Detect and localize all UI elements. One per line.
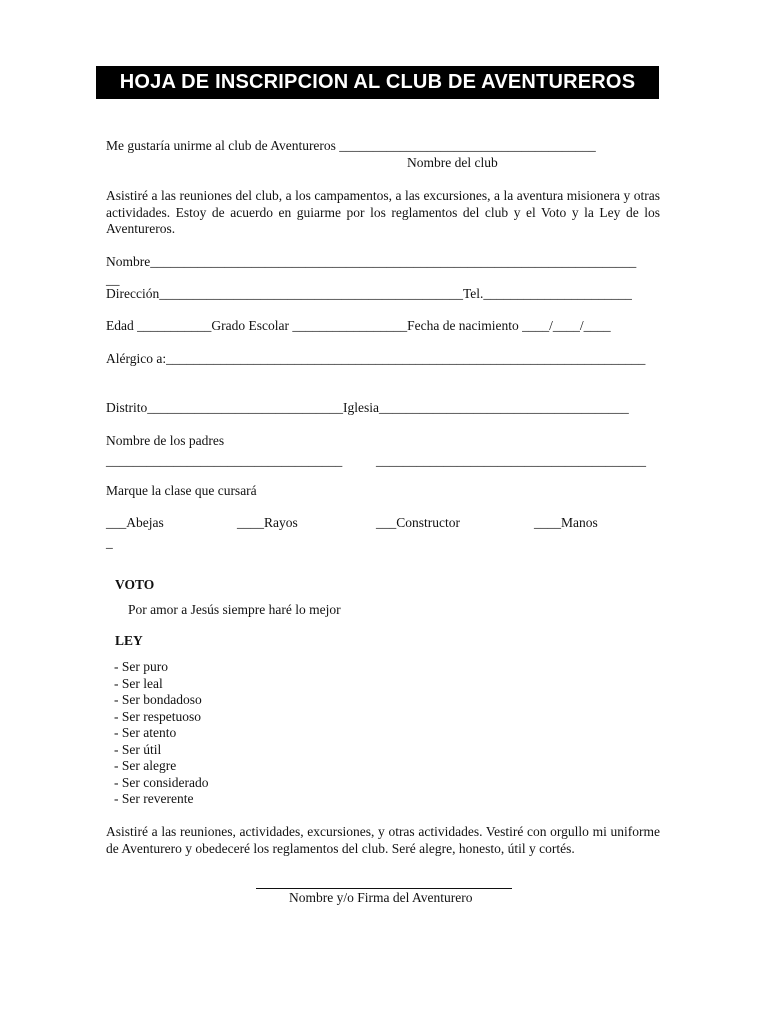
parent-line-2: ________________________________________ xyxy=(376,453,646,468)
law-item: - Ser considerado xyxy=(114,774,209,790)
signature-caption: Nombre y/o Firma del Aventurero xyxy=(289,890,473,905)
age-grade-birthdate-field: Edad ___________Grado Escolar _________________Fecha de nacimiento ____/____/____ xyxy=(106,318,611,333)
vow-heading: VOTO xyxy=(115,577,155,592)
address-phone-field: Dirección_____________________________________________Tel.______________________ xyxy=(106,286,632,301)
name-field-wrap: __ xyxy=(106,272,120,287)
law-list xyxy=(114,659,208,808)
law-item: - Ser respetuoso xyxy=(114,708,201,724)
club-name-caption: Nombre del club xyxy=(407,155,498,170)
class-option-constructor: ___Constructor xyxy=(376,515,460,530)
form-title: HOJA DE INSCRIPCION AL CLUB DE AVENTUREROS xyxy=(96,66,659,99)
district-church-field: Distrito_____________________________Iglesia_____________________________________ xyxy=(106,400,629,415)
law-item: - Ser atento xyxy=(114,725,177,740)
club-name-line: Me gustaría unirme al club de Aventureros ______________________________________ xyxy=(106,138,596,153)
parents-label: Nombre de los padres xyxy=(106,433,225,448)
class-selection-label: Marque la clase que cursará xyxy=(106,483,257,498)
class-option-rayos: ____Rayos xyxy=(237,515,298,530)
law-item: - Ser puro xyxy=(114,659,168,674)
closing-paragraph: Asistiré a las reuniones, actividades, excursiones, y otras actividades. Vestiré con orgullo mi uniforme de Aventurero y obedeceré los reglamentos del club. Seré alegre, honesto, útil y cortés. xyxy=(106,824,660,856)
vow-text: Por amor a Jesús siempre haré lo mejor xyxy=(128,602,341,617)
signature-line xyxy=(256,888,512,889)
law-item: - Ser reverente xyxy=(114,791,194,806)
class-option-wrap: _ xyxy=(106,535,113,550)
law-item: - Ser bondadoso xyxy=(114,692,202,707)
law-item: - Ser alegre xyxy=(114,758,177,773)
law-heading: LEY xyxy=(115,633,143,648)
name-field: Nombre________________________________________________________________________ xyxy=(106,254,637,269)
commitment-paragraph: Asistiré a las reuniones del club, a los campamentos, a las excursiones, a la aventura misionera y otras actividades. Estoy de acuerdo en guiarme por los reglamentos del club y el Voto y la Ley de los Aventureros. xyxy=(106,188,660,236)
class-option-manos: ____Manos xyxy=(534,515,598,530)
law-item: - Ser útil xyxy=(114,741,162,757)
law-item: - Ser leal xyxy=(114,675,163,691)
class-option-abejas: ___Abejas xyxy=(106,515,164,530)
parent-line-1: ___________________________________ xyxy=(106,453,343,468)
allergies-field: Alérgico a:_______________________________________________________________________ xyxy=(106,351,646,366)
